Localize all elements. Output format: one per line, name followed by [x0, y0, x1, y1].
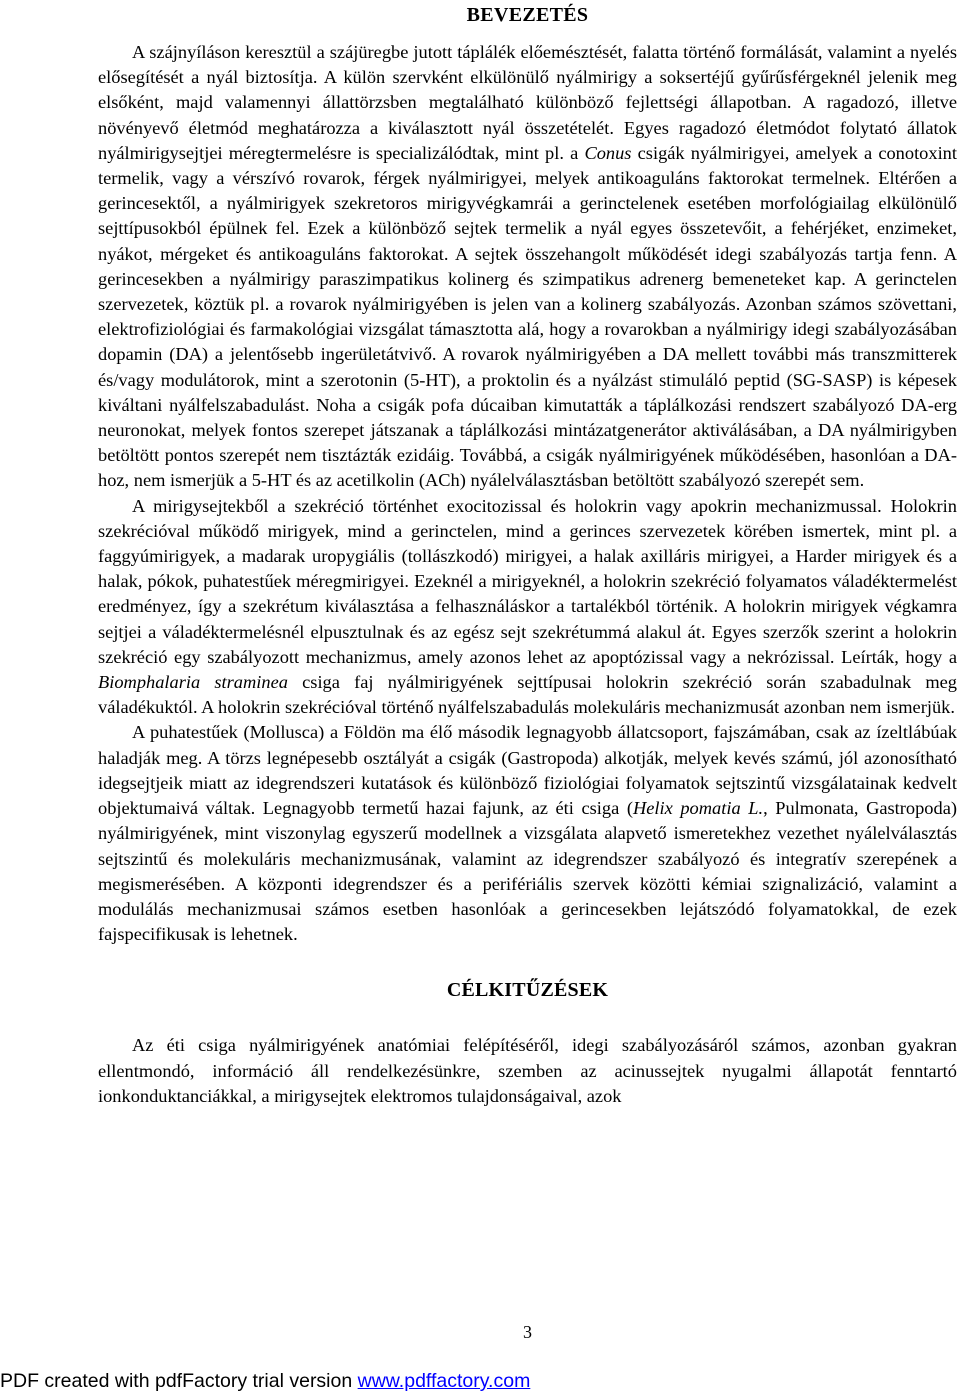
pdf-footer [0, 1370, 530, 1393]
body-text [98, 40, 957, 947]
text-run: A mirigysejtekből a szekréció történhet exocitozissal és holokrin vagy apokrin mechanizmussal. Holokrin szekrécióval működő mirigyek, mind a gerinctelen, mind a gerinces szervezetek körében ismertek, mint pl. a faggyúmirigyek, a madarak uropygiális (tollászkodó) mirigyei, a halak axilláris mirigyei, a Harder mirigyek és a halak, pókok, puhatestűek méregmirigyei. Ezeknél a mirigyeknél, a holokrin szekréció folyamatos váladéktermelést eredményez, így a szekrétum kiválasztása a felhasználáskor a tartalékból történik. A holokrin mirigyek végkamra sejtjei a váladéktermelésnél elpusztulnak és az egész sejt szekrétummá alakul át. Egyes szerzők szerint a holokrin szekréció egy szabályozott mechanizmus, amely azonos lehet az apoptózissal vagy a nekrózissal. Leírták, hogy a [98, 495, 957, 667]
text-run: csiga faj nyálmirigyének sejttípusai holokrin szekréció során szabadulnak meg váladékuktól. A holokrin szekrécióval történő nyálfelszabadulás molekuláris mechanizmusát azonban nem ismerjük. [98, 672, 957, 718]
text-run: A szájnyíláson keresztül a szájüregbe jutott táplálék előemésztését, falatta történő formálását, valamint a nyelés elősegítését a nyál biztosítja. A külön szervként elkülönülő nyálmirigy a soksertéjű gyűrűsférgeknél jelenik meg elsőként, majd valamennyi állattörzsben megtalálható különböző fejlettségi állapotban. A ragadozó, illetve növényevő életmód meghatározza a kiválasztott nyál összetételét. Egyes ragadozó életmódot folytató állatok nyálmirigysejtjei méregtermelésre is specializálódtak, mint pl. a [98, 42, 957, 163]
document-page [98, 0, 957, 1109]
page-number: 3 [523, 1322, 532, 1342]
italic-term: Conus [584, 142, 632, 163]
text-run: csigák nyálmirigyei, amelyek a conotoxint termelik, vagy a vérszívó rovarok, férgek nyálmirigyei, melyek antikoaguláns faktorokat termelnek. Eltérően a gerincesektől, a nyálmirigyek szekretoros mirigyvégkamrái a gerinctelenek esetében morfológiailag elkülönülő sejttípusokból épülnek fel. Ezek a különböző sejtek termelik a nyál egyes összetevőit, a fehérjéket, enzimeket, nyákot, mérgeket és antikoaguláns faktorokat. A sejtek összehangolt működését idegi szabályozás tartja fenn. A gerincesekben a nyálmirigy paraszimpatikus kolinerg és szimpatikus adrenerg bemeneteket kap. A gerinctelen szervezetek, köztük pl. a rovarok nyálmirigyében is jelen van a kolinerg szabályozás. Azonban számos szövettani, elektrofiziológiai és farmakológiai vizsgálat támasztotta alá, hogy a rovarokban a nyálmirigy idegi szabályozásában dopamin (DA) a jelentősebb ingerületátvivő. A rovarok nyálmirigyében a DA mellett további más transzmitterek és/vagy modulátorok, mint a szerotonin (5-HT), a proktolin és a nyálzást stimuláló peptid (SG-SASP) is képesek kiváltani nyálfelszabadulást. Noha a csigák pofa dúcaiban kimutatták a táplálkozási rendszert szabályozó DA-erg neuronokat, melyek fontos szerepet játszanak a táplálkozási mintázatgenerátor aktiválásában, a DA nyálmirigyben betöltött pontos szerepét nem tisztázták ezidáig. Továbbá, a csigák nyálmirigyének működésében, hasonlóan a DA-hoz, nem ismerjük a 5-HT és az acetilkolin (ACh) nyálelválasztásban betöltött szabályozó szerepét sem. [98, 142, 957, 491]
italic-term: Biomphalaria straminea [98, 672, 288, 693]
paragraph-4: Az éti csiga nyálmirigyének anatómiai felépítéséről, idegi szabályozásáról számos, azonban gyakran ellentmondó, információ áll rendelkezésünkre, szemben az acinussejtek nyugalmi állapotát fenntartó ionkonduktanciákkal, a mirigysejtek elektromos tulajdonságaival, azok [98, 1035, 957, 1106]
section-heading-celkitutesek: CÉLKITŰZÉSEK [446, 979, 609, 1002]
paragraph-1 [98, 40, 957, 494]
section-heading-bevezetes: BEVEZETÉS [466, 4, 589, 26]
text-run: , Pulmonata, Gastropoda) nyálmirigyének, mint viszonylag egyszerű modellnek a vizsgálata alapvető ismeretekhez vezethet nyálelválasztás sejtszintű és molekuláris mechanizmusának, valamint az idegrendszer szabályozó és integratív szerepének a megismerésében. A központi idegrendszer és a perifériális szervek közötti kémiai szignalizáció, valamint a modulálás mechanizmusai számos esetben hasonlóak a gerincesekben lejátszódó folyamatokkal, de ezek fajspecifikusak is lehetnek. [98, 798, 957, 945]
footer-link[interactable]: www.pdffactory.com [357, 1370, 531, 1392]
text-run: A puhatestűek (Mollusca) a Földön ma élő második legnagyobb állatcsoport, fajszámában, csak az ízeltlábúak haladják meg. A törzs legnépesebb osztályát a csigák (Gastropoda) alkotják, melyek kevés számú, jól azonosítható idegsejtjeik miatt az idegrendszeri kutatások és különböző fiziológiai folyamatok sejtszintű vizsgálatainak kedvelt objektumaivá váltak. Legnagyobb termetű hazai fajunk, az éti csiga ( [98, 722, 957, 819]
italic-term: Helix pomatia L. [632, 798, 764, 819]
footer-text: PDF created with pdfFactory trial version [0, 1370, 358, 1392]
paragraph-3 [98, 720, 957, 947]
paragraph-2 [98, 494, 957, 721]
